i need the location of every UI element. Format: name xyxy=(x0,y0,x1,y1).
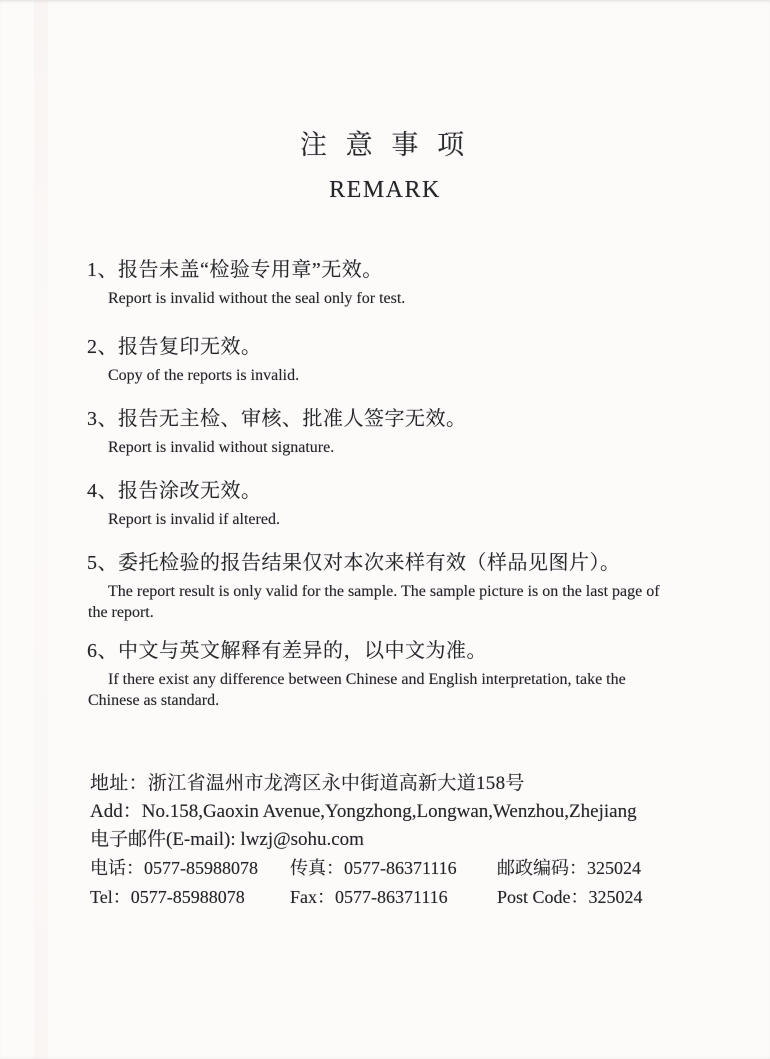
remark-2-number: 2、 xyxy=(87,336,118,358)
phone-cn xyxy=(90,854,290,883)
remark-6-text-cn: 中文与英文解释有差异的，以中文为准。 xyxy=(118,640,487,662)
remark-6-chinese xyxy=(87,638,698,665)
remark-item-3 xyxy=(87,406,698,458)
contact-row-english xyxy=(90,883,710,912)
phone-en xyxy=(90,883,290,912)
postcode-en-label: Post Code： xyxy=(497,887,589,907)
remark-2-text-cn: 报告复印无效。 xyxy=(118,336,262,358)
remark-item-1 xyxy=(87,257,698,309)
remark-1-chinese xyxy=(87,257,698,284)
remark-4-chinese xyxy=(87,478,698,505)
fax-en-value: 0577-86371116 xyxy=(335,887,448,907)
remark-item-2 xyxy=(87,334,698,386)
postcode-cn-label: 邮政编码： xyxy=(497,858,587,878)
remark-3-chinese xyxy=(87,406,698,433)
phone-en-value: 0577-85988078 xyxy=(130,887,245,907)
remark-5-chinese xyxy=(87,550,698,577)
phone-en-label: Tel： xyxy=(90,887,131,907)
remark-5-text-cn: 委托检验的报告结果仅对本次来样有效（样品见图片）。 xyxy=(118,552,621,574)
page-title-chinese: 注 意 事 项 xyxy=(299,130,471,160)
page-title-english: REMARK xyxy=(329,177,441,203)
remark-item-6 xyxy=(87,638,698,711)
fax-cn xyxy=(290,854,497,883)
remark-1-number: 1、 xyxy=(87,259,118,281)
remark-3-text-cn: 报告无主检、审核、批准人签字无效。 xyxy=(118,408,467,430)
remark-5-number: 5、 xyxy=(87,552,118,574)
postcode-en-value: 325024 xyxy=(588,887,643,907)
address-chinese: 地址：浙江省温州市龙湾区永中街道高新大道158号 xyxy=(90,773,525,794)
email-line: 电子邮件(E-mail): lwzj@sohu.com xyxy=(90,829,364,850)
remark-6-text-en: If there exist any difference between Chinese and English interpretation, take the Chinese as standard. xyxy=(88,671,626,709)
remark-4-text-cn: 报告涂改无效。 xyxy=(118,480,262,502)
remark-6-number: 6、 xyxy=(87,640,118,662)
remark-2-text-en: Copy of the reports is invalid. xyxy=(108,367,300,384)
remark-5-text-en: The report result is only valid for the sample. The sample picture is on the last page of the report. xyxy=(88,583,660,621)
remark-2-chinese xyxy=(87,334,698,361)
postcode-cn xyxy=(497,854,710,883)
fax-cn-label: 传真： xyxy=(290,858,344,878)
remark-3-number: 3、 xyxy=(87,408,118,430)
phone-cn-value: 0577-85988078 xyxy=(144,858,258,878)
remark-item-5 xyxy=(87,550,698,623)
contact-footer xyxy=(90,770,710,912)
phone-cn-label: 电话： xyxy=(90,858,144,878)
remark-4-number: 4、 xyxy=(87,480,118,502)
address-english: Add：No.158,Gaoxin Avenue,Yongzhong,Longwan,Wenzhou,Zhejiang xyxy=(90,801,637,822)
remark-item-4 xyxy=(87,478,698,530)
contact-row-chinese xyxy=(90,854,710,883)
remark-4-text-en: Report is invalid if altered. xyxy=(108,511,280,528)
remark-1-text-cn: 报告未盖“检验专用章”无效。 xyxy=(118,259,383,281)
fax-en-label: Fax： xyxy=(290,887,335,907)
postcode-en xyxy=(497,883,710,912)
remark-3-text-en: Report is invalid without signature. xyxy=(108,439,335,456)
remark-list xyxy=(87,257,698,711)
remark-1-text-en: Report is invalid without the seal only for test. xyxy=(108,290,406,307)
fax-en xyxy=(290,883,497,912)
postcode-cn-value: 325024 xyxy=(587,858,641,878)
fax-cn-value: 0577-86371116 xyxy=(344,858,457,878)
